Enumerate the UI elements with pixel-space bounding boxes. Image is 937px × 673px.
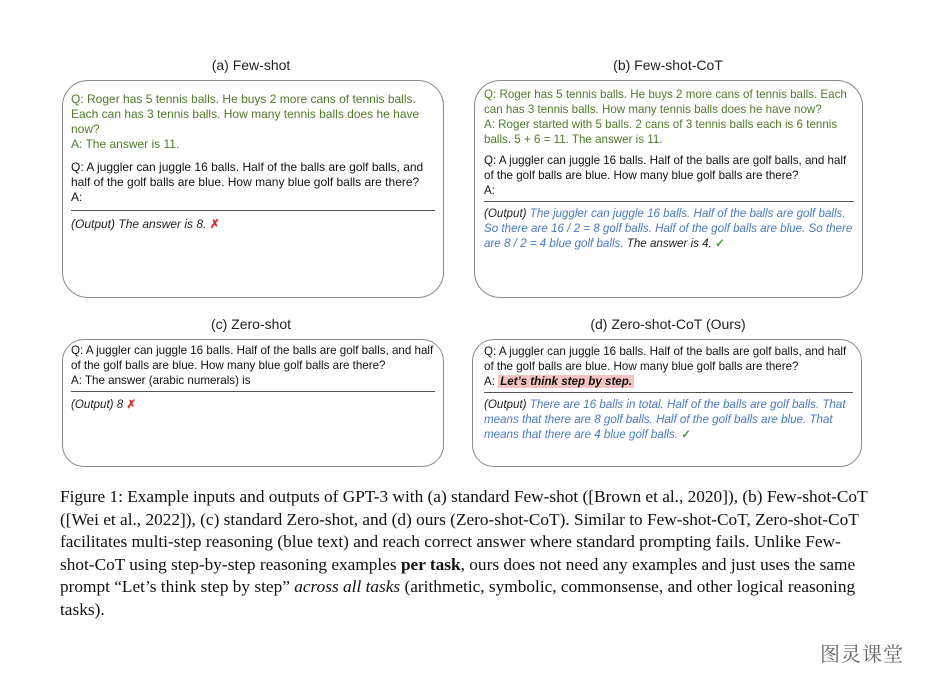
panel-b-answer-prompt: A: [484, 184, 495, 197]
panel-d-output [484, 397, 853, 442]
caption-text-1: Figure 1: Example inputs and outputs of GPT-3 with (a) standard Few-shot ([Brown et al., 2020]), (b) Few-shot-CoT ([Wei et al., 2022]), (c) standard Zero-shot, and (d) ours (Zero-shot-CoT). Similar to Few-shot-CoT, Zero-shot-CoT facilitates multi-step reasoning (blue text) and reach correct answer where standard prompting fails. Unlike Few-shot-CoT using step-by-step reasoning examples [60, 487, 868, 574]
panel-b-final-answer: The answer is 4. [626, 237, 712, 250]
figure-caption [60, 486, 872, 622]
panel-b-output [484, 206, 854, 251]
panel-c-output-text: 8 [116, 398, 124, 411]
check-icon: ✓ [681, 428, 691, 441]
panel-b-example-answer: A: Roger started with 5 balls. 2 cans of 3 tennis balls each is 6 tennis balls. 5 + 6 = 11. The answer is 11. [484, 118, 838, 146]
check-icon: ✓ [715, 237, 725, 250]
caption-text-3: (arithmetic, symbolic, commonsense, and other logical reasoning tasks). [60, 577, 856, 619]
panel-a-question: Q: A juggler can juggle 16 balls. Half of the balls are golf balls, and half of the golf balls are blue. How many blue golf balls are there? [71, 160, 424, 189]
panel-b-output-label: (Output) [484, 207, 527, 220]
panel-a-title: (a) Few-shot [211, 57, 291, 73]
panel-b-question: Q: A juggler can juggle 16 balls. Half of the balls are golf balls, and half of the golf balls are blue. How many blue golf balls are there? [484, 154, 847, 182]
panel-d-question: Q: A juggler can juggle 16 balls. Half of the balls are golf balls, and half of the golf balls are blue. How many blue golf balls are there? [484, 345, 847, 373]
caption-bold-per-task: per task [400, 554, 461, 574]
panel-a-box [62, 80, 444, 298]
panel-a-answer-prompt: A: [71, 190, 83, 204]
panel-a-separator [71, 210, 435, 211]
panel-a-example-answer: A: The answer is 11. [71, 137, 180, 151]
panel-a-example-question: Q: Roger has 5 tennis balls. He buys 2 more cans of tennis balls. Each can has 3 tennis balls. How many tennis balls does he have now? [71, 92, 420, 136]
panel-c-output [71, 397, 435, 412]
panel-d-output-label: (Output) [484, 398, 527, 411]
caption-italic-across-all-tasks: across all tasks [294, 577, 401, 597]
panel-b-separator [484, 201, 854, 202]
caption-text-2: , ours does not need any examples and just uses the same prompt “Let’s think step by step” [60, 554, 856, 597]
panel-c-box [62, 339, 444, 467]
panel-b-box [474, 80, 863, 298]
cross-icon: ✗ [209, 217, 220, 231]
panel-a-output-text: The answer is 8. [118, 217, 207, 231]
panel-d-box [472, 339, 862, 467]
watermark: 图灵课堂 [820, 642, 904, 666]
panel-d-answer [484, 374, 853, 389]
panel-a-output-label: (Output) [71, 217, 116, 231]
panel-a-output [71, 217, 435, 232]
panel-c-title: (c) Zero-shot [210, 316, 292, 332]
panel-d-title: (d) Zero-shot-CoT (Ours) [590, 316, 746, 332]
panel-b-example-question: Q: Roger has 5 tennis balls. He buys 2 more cans of tennis balls. Each can has 3 tennis balls. How many tennis balls does he have now? [484, 88, 847, 116]
panel-c-answer-prompt: A: The answer (arabic numerals) is [71, 374, 251, 387]
panel-b-title: (b) Few-shot-CoT [613, 57, 723, 73]
panel-c-question: Q: A juggler can juggle 16 balls. Half of the balls are golf balls, and half of the golf balls are blue. How many blue golf balls are there? [71, 344, 434, 372]
cross-icon: ✗ [126, 398, 137, 411]
panel-d-answer-prefix: A: [484, 375, 495, 388]
panel-d-trigger-phrase: Let’s think step by step. [500, 375, 633, 388]
panel-c-separator [71, 391, 435, 392]
panel-c-output-label: (Output) [71, 398, 114, 411]
panel-d-reasoning: There are 16 balls in total. Half of the balls are golf balls. That means that there are 8 golf balls. Half of the golf balls are blue. That means that there are 4 blue golf balls. [484, 398, 846, 441]
panel-d-separator [484, 392, 853, 393]
panel-b-reasoning: The juggler can juggle 16 balls. Half of the balls are golf balls. So there are 16 / 2 = 8 golf balls. Half of the golf balls are blue. So there are 8 / 2 = 4 blue golf balls. [484, 207, 853, 250]
